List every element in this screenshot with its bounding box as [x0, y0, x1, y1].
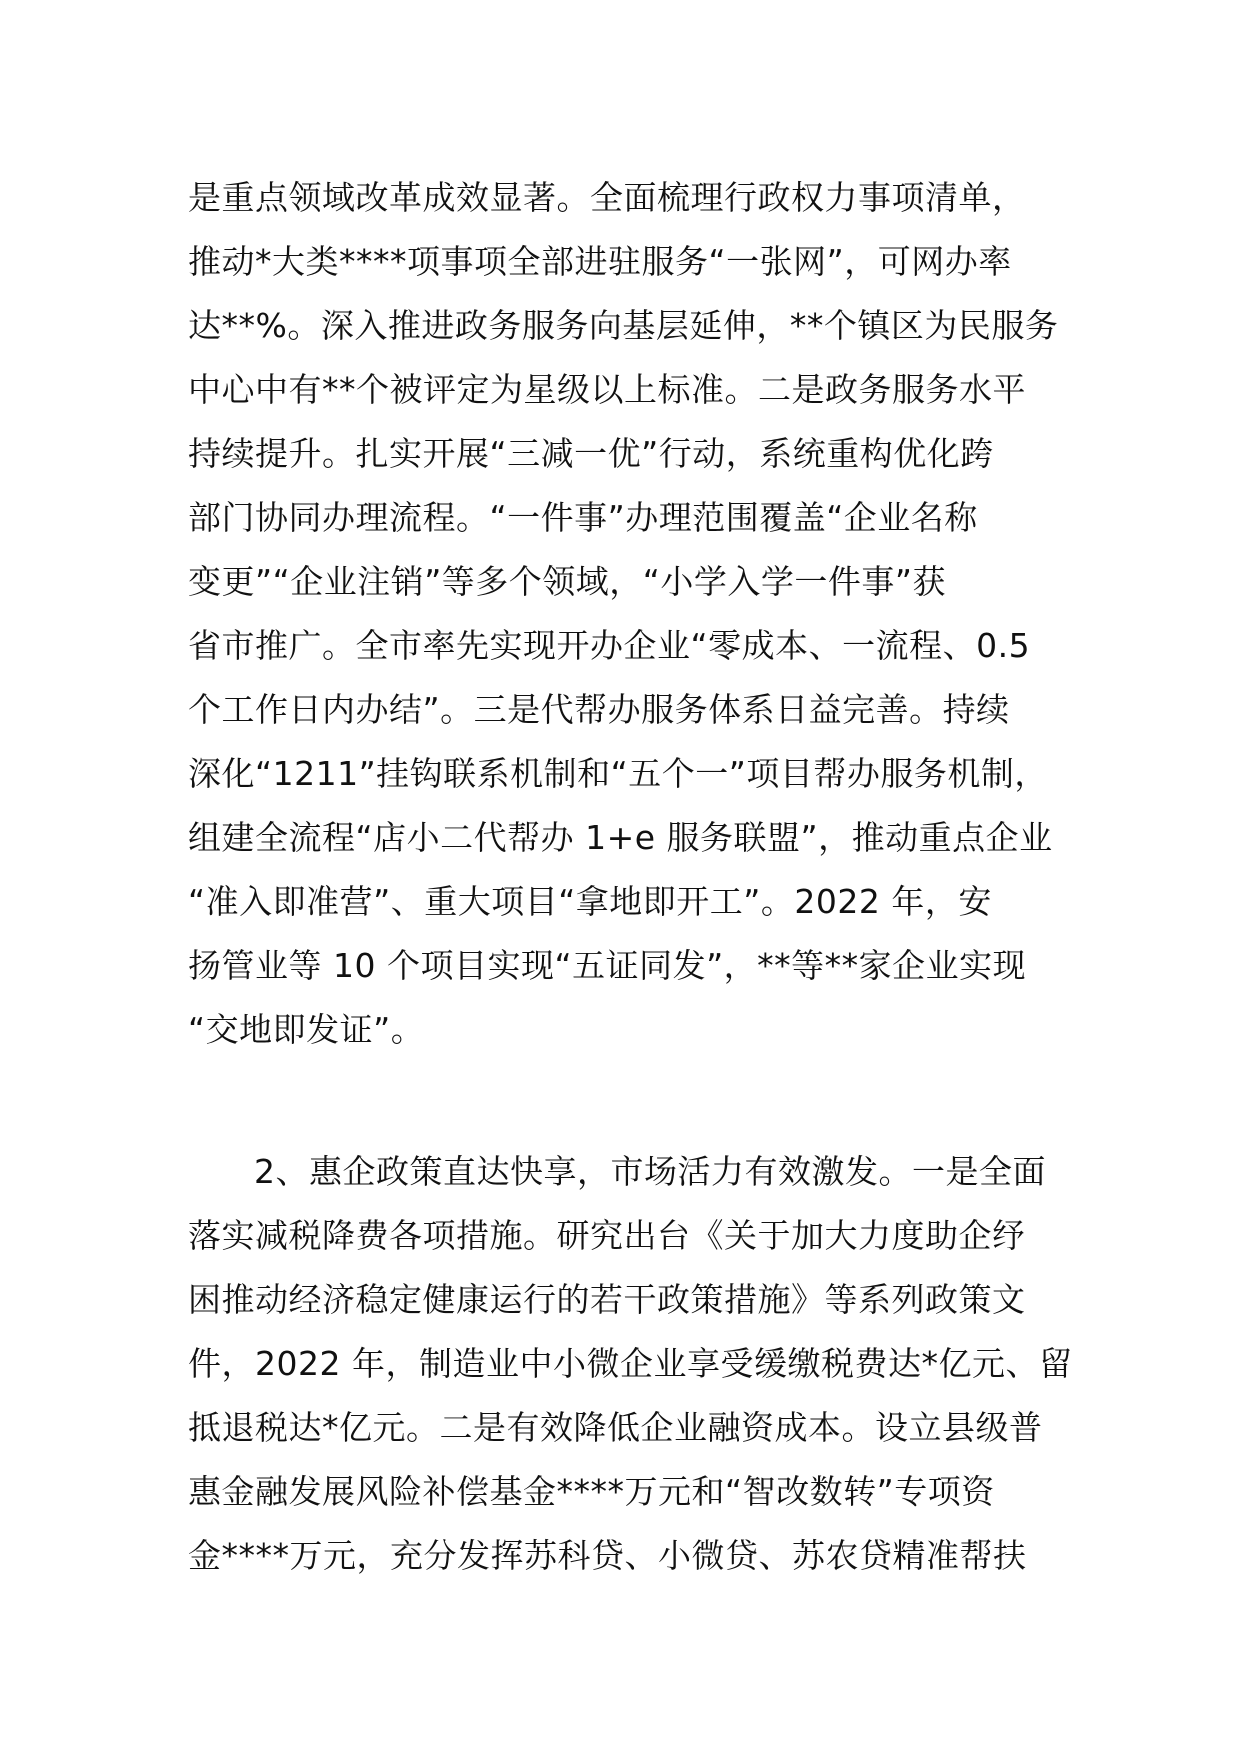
- text-line: 推动*大类****项事项全部进驻服务“一张网”，可网办率: [188, 242, 1012, 281]
- paragraph-policy-support: [188, 1140, 1073, 1588]
- text-line: 金****万元，充分发挥苏科贷、小微贷、苏农贷精准帮扶: [188, 1536, 1027, 1575]
- text-line: 惠金融发展风险补偿基金****万元和“智改数转”专项资: [188, 1472, 995, 1511]
- text-line: 个工作日内办结”。三是代帮办服务体系日益完善。持续: [188, 690, 1010, 729]
- text-line: “准入即准营”、重大项目“拿地即开工”。2022 年，安: [188, 882, 992, 921]
- text-line: 2、惠企政策直达快享，市场活力有效激发。一是全面: [254, 1152, 1046, 1191]
- text-line: 变更”“企业注销”等多个领域，“小学入学一件事”获: [188, 562, 946, 601]
- text-line: 达**%。深入推进政务服务向基层延伸，**个镇区为民服务: [188, 306, 1059, 345]
- text-line: 抵退税达*亿元。二是有效降低企业融资成本。设立县级普: [188, 1408, 1043, 1447]
- text-line: 部门协同办理流程。“一件事”办理范围覆盖“企业名称: [188, 498, 978, 537]
- text-line: 件，2022 年，制造业中小微企业享受缓缴税费达*亿元、留: [188, 1344, 1073, 1383]
- text-line: 持续提升。扎实开展“三减一优”行动，系统重构优化跨: [188, 434, 994, 473]
- text-line: 是重点领域改革成效显著。全面梳理行政权力事项清单，: [188, 178, 1026, 217]
- text-line: 扬管业等 10 个项目实现“五证同发”，**等**家企业实现: [188, 946, 1027, 985]
- text-line: “交地即发证”。: [188, 1010, 425, 1049]
- text-line: 深化“1211”挂钩联系机制和“五个一”项目帮办服务机制，: [188, 754, 1048, 793]
- text-line: 困推动经济稳定健康运行的若干政策措施》等系列政策文: [188, 1280, 1026, 1319]
- text-line: 落实减税降费各项措施。研究出台《关于加大力度助企纾: [188, 1216, 1026, 1255]
- text-line: 省市推广。全市率先实现开办企业“零成本、一流程、0.5: [188, 626, 1031, 665]
- text-line: 组建全流程“店小二代帮办 1+e 服务联盟”，推动重点企业: [188, 818, 1053, 857]
- text-line: 中心中有**个被评定为星级以上标准。二是政务服务水平: [188, 370, 1026, 409]
- paragraph-reform-achievements: [188, 166, 1068, 1062]
